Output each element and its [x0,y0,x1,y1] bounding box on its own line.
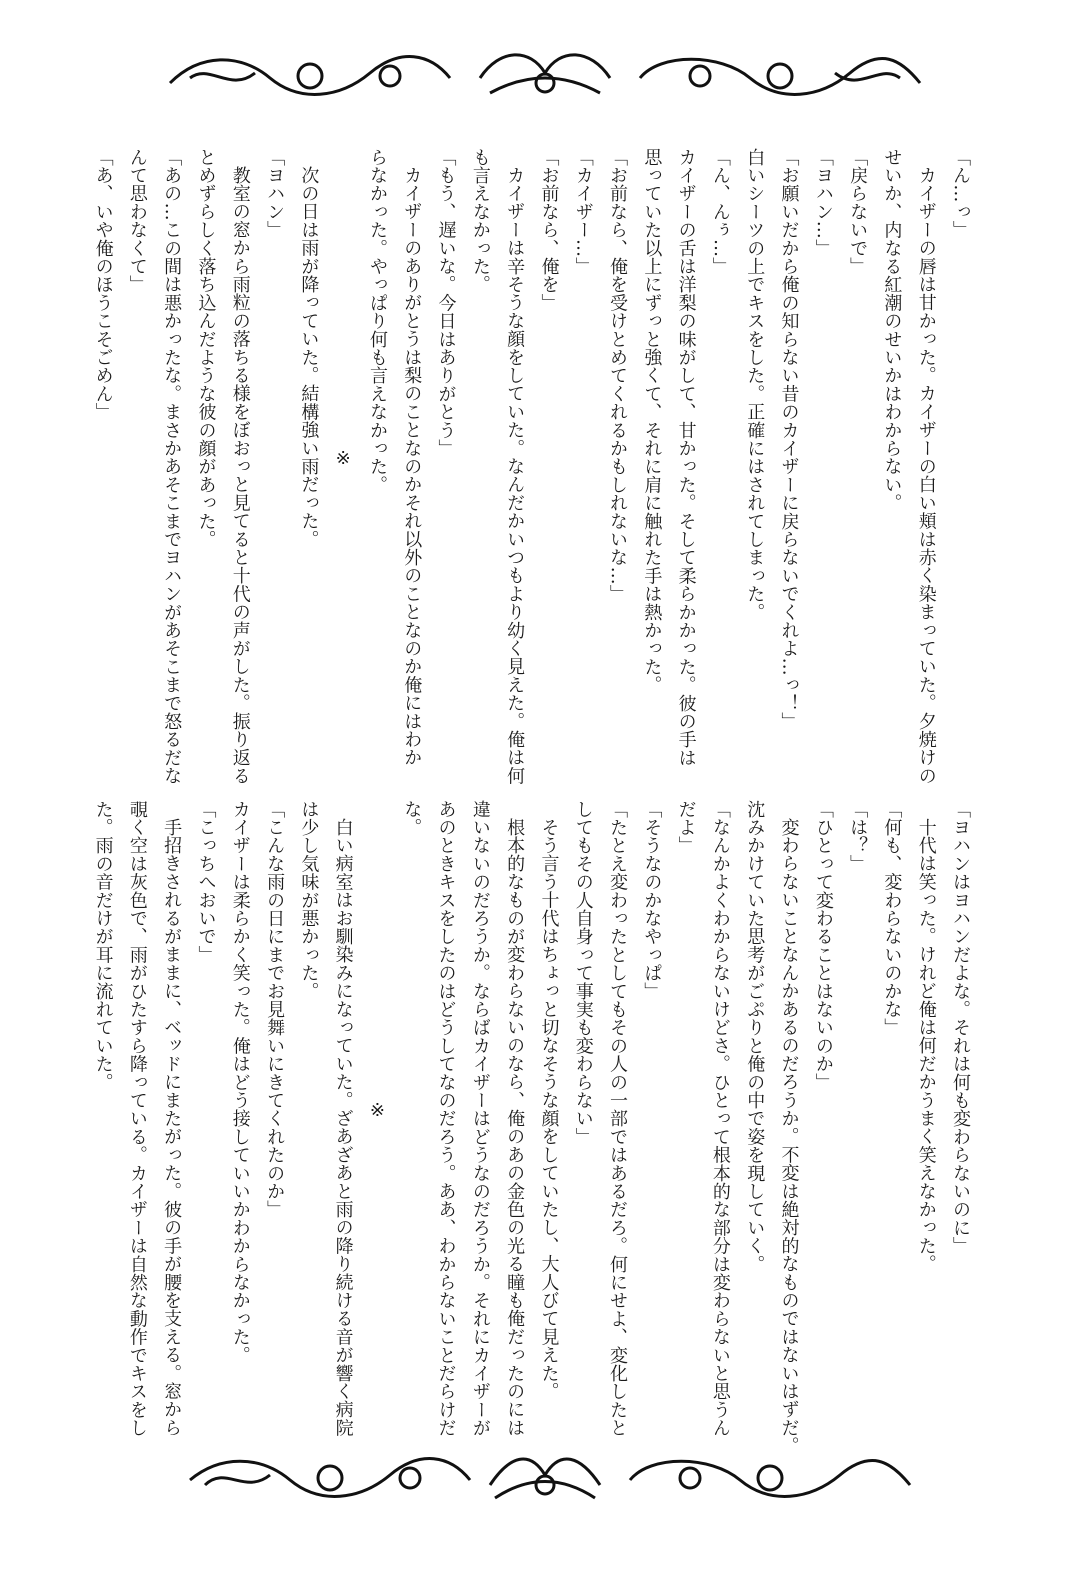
section-break-mark: ※ [332,448,354,470]
text-line: 違いないのだろうか。ならばカイザーはどうなのだろうか。それにカイザーが [469,800,491,1437]
text-line: 変わらないことなんかあるのだろうか。不変は絶対的なものではないはずだ。 [778,818,800,1456]
text-line: あのときキスをしたのはどうしてなのだろう。ああ、わからないことだらけだ [435,800,457,1437]
text-line: 「ん…っ」 [950,148,971,239]
upper-text-block [92,148,977,785]
text-line: 「お前なら、俺を」 [538,148,560,312]
text-line: 「ん、んぅ…」 [709,148,731,276]
text-line: カイザーは辛そうな顔をしていた。なんだかいつもより幼く見えた。俺は何 [504,166,526,785]
text-line: 「あ、いや俺のほうこそごめん」 [92,148,114,421]
text-line: な。 [401,800,423,837]
text-line: してもその人自身って事実も変わらない」 [572,800,594,1146]
text-line: とめずらしく落ち込んだような彼の顔があった。 [195,148,217,549]
text-line: 次の日は雨が降っていた。結構強い雨だった。 [298,166,320,549]
text-line: そう言う十代はちょっと切なそうな顔をしていたし、大人びて見えた。 [538,818,560,1401]
text-line: せいか、内なる紅潮のせいかはわからない。 [881,148,903,512]
text-line: 教室の窓から雨粒の落ちる様をぼおっと見てると十代の声がした。振り返る [229,166,251,785]
text-line: んて思わなくて」 [126,148,148,294]
section-break-mark: ※ [366,1100,388,1122]
text-line: 「なんかよくわからないけどさ。ひとって根本的な部分は変わらないと思うん [709,800,731,1437]
text-line: 白い病室はお馴染みになっていた。ざあざあと雨の降り続ける音が響く病院 [332,818,354,1437]
text-line: 「こんな雨の日にまでお見舞いにきてくれたのか」 [264,800,286,1219]
lower-text-block [92,800,977,1456]
text-line: は少し気味が悪かった。 [298,800,320,1001]
text-line: カイザーは柔らかく笑った。俺はどう接していいかわからなかった。 [229,800,251,1365]
text-line: 「カイザー…」 [572,148,594,276]
text-line: 「ヨハン…」 [812,148,834,258]
text-line: 「たとえ変わったとしてもその人の一部ではあるだろ。何にせよ、変化したと [607,800,629,1437]
text-line: 「戻らないで」 [847,148,869,276]
text-line: カイザーのありがとうは梨のことなのかそれ以外のことなのか俺にはわか [401,166,423,767]
text-line: 「あの…この間は悪かったな。まさかあそこまでヨハンがあそこまで怒るだな [161,148,183,785]
text-line: 「お願いだから俺の知らない昔のカイザーに戻らないでくれよ…っ！」 [778,148,800,731]
text-line: 「こっちへおいで」 [195,800,217,964]
text-line: 白いシーツの上でキスをした。正確にはされてしまった。 [744,148,766,622]
text-line: 十代は笑った。けれど俺は何だかうまく笑えなかった。 [915,818,937,1274]
text-line: 思っていた以上にずっと強くて、それに肩に触れた手は熱かった。 [641,148,663,694]
text-line: も言えなかった。 [469,148,491,294]
text-line: 手招きされるがままに、ベッドにまたがった。彼の手が腰を支える。窓から [161,818,183,1437]
text-line: 「ひとって変わることはないのか」 [812,800,834,1092]
text-line: 根本的なものが変わらないのなら、俺のあの金色の光る瞳も俺だったのには [504,818,526,1437]
text-line: 「何も、変わらないのかな」 [881,800,903,1037]
text-line: 「もう、遅いな。今日はありがとう」 [435,148,457,458]
bottom-ornament [160,1440,930,1510]
text-line: た。雨の音だけが耳に流れていた。 [92,800,114,1092]
text-line: 覗く空は灰色で、雨がひたすら降っている。カイザーは自然な動作でキスをし [126,800,148,1437]
text-line: 「ヨハン」 [264,148,286,239]
text-line: カイザーの舌は洋梨の味がして、甘かった。そして柔らかかった。彼の手は [675,148,697,767]
text-line: 「そうなのかなやっぱ」 [641,800,663,1001]
text-line: らなかった。やっぱり何も言えなかった。 [366,148,388,494]
text-line: カイザーの唇は甘かった。カイザーの白い頬は赤く染まっていた。夕焼けの [915,166,937,785]
text-line: 「は？」 [847,800,869,873]
text-line: だよ」 [675,800,697,855]
text-line: 沈みかけていた思考がごぷりと俺の中で姿を現していく。 [744,800,766,1274]
text-line: 「お前なら、俺を受けとめてくれるかもしれないな…」 [607,148,629,603]
top-ornament [160,38,930,108]
text-line: 「ヨハンはヨハンだよな。それは何も変わらないのに」 [950,800,971,1255]
